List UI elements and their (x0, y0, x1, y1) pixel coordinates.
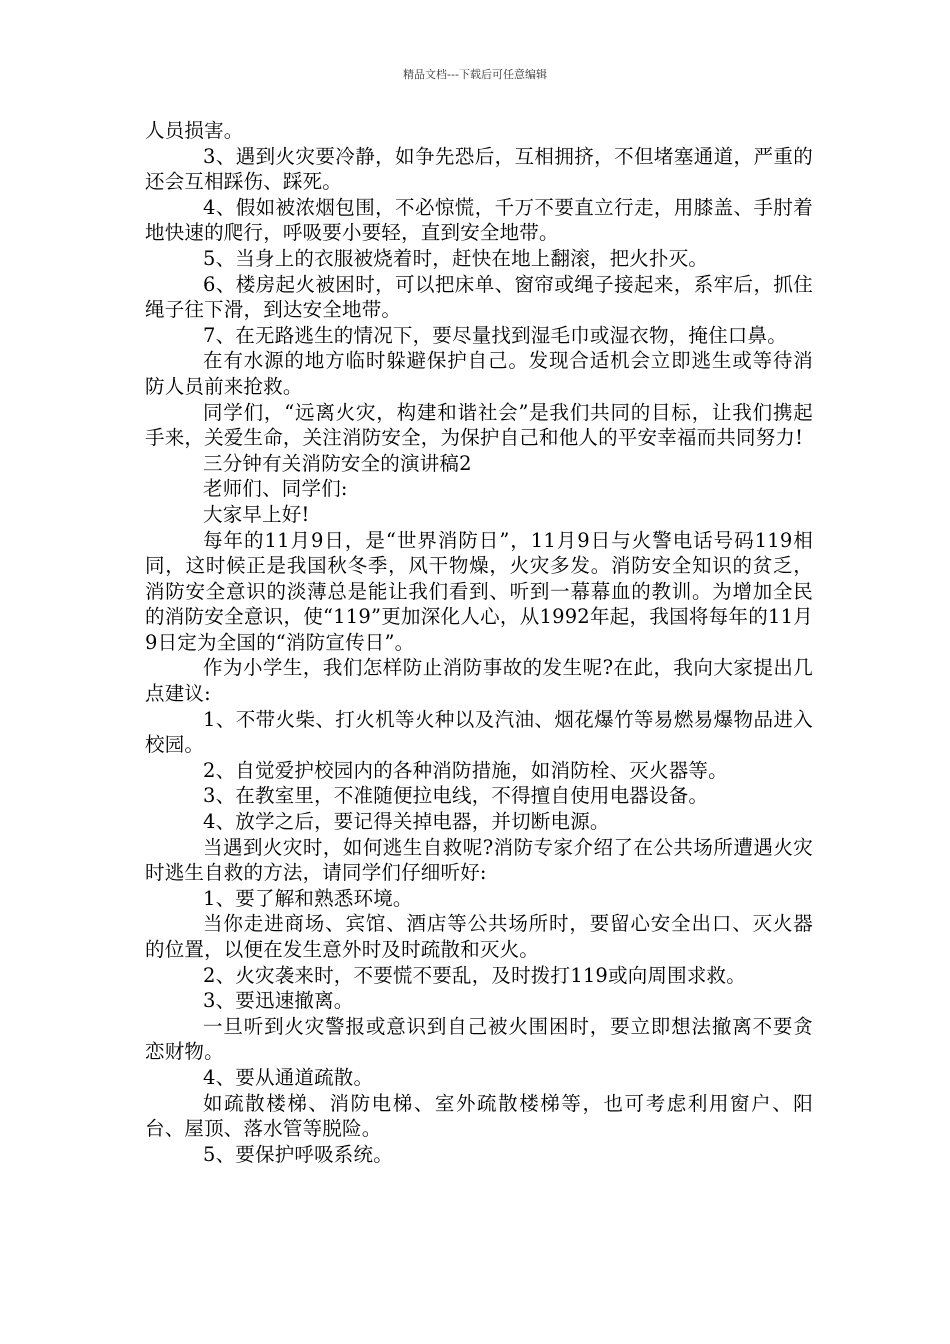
paragraph: 当你走进商场、宾馆、酒店等公共场所时，要留心安全出口、灭火器的位置，以便在发生意外时及时疏散和灭火。 (145, 912, 813, 961)
paragraph: 1、要了解和熟悉环境。 (203, 886, 413, 910)
paragraph: 3、要迅速撤离。 (203, 989, 354, 1013)
section-title: 三分钟有关消防安全的演讲稿2 (203, 451, 472, 475)
paragraph: 一旦听到火灾警报或意识到自己被火围困时，要立即想法撤离不要贪恋财物。 (145, 1014, 813, 1064)
paragraph: 6、楼房起火被困时，可以把床单、窗帘或绳子接起来，系牢后，抓住绳子往下滑，到达安全地带。 (145, 272, 813, 322)
page-header: 精品文档---下载后可任意编辑 (403, 68, 547, 81)
paragraph: 3、在教室里，不准随便拉电线，不得擅自使用电器设备。 (203, 784, 709, 808)
paragraph: 如疏散楼梯、消防电梯、室外疏散楼梯等，也可考虑利用窗户、阳台、屋顶、落水管等脱险。 (145, 1091, 813, 1141)
paragraph: 每年的11月9日，是“世界消防日”，11月9日与火警电话号码119相同，这时候正是我国秋冬季，风干物燥，火灾多发。消防安全知识的贫乏，消防安全意识的淡薄总是能让我们看到、听到一幕幕血的教训。为增加全民的消防安全意识，使“119”更加深化人心，从1992年起，我国将每年的11月9日定为全国的“消防宣传日”。 (145, 528, 813, 654)
document-body (145, 118, 813, 1167)
paragraph: 人员损害。 (145, 119, 244, 142)
paragraph: 3、遇到火灾要冷静，如争先恐后，互相拥挤，不但堵塞通道，严重的还会互相踩伤、踩死。 (145, 144, 813, 194)
salutation: 老师们、同学们: (203, 477, 348, 501)
paragraph: 2、自觉爱护校园内的各种消防措施，如消防栓、灭火器等。 (203, 758, 728, 782)
paragraph: 同学们，“远离火灾，构建和谐社会”是我们共同的目标，让我们携起手来，关爱生命，关注消防安全，为保护自己和他人的平安幸福而共同努力! (145, 400, 813, 450)
paragraph: 5、要保护呼吸系统。 (203, 1142, 393, 1166)
paragraph: 4、要从通道疏散。 (203, 1065, 374, 1089)
paragraph: 4、假如被浓烟包围，不必惊慌，千万不要直立行走，用膝盖、手肘着地快速的爬行，呼吸要小要轻，直到安全地带。 (145, 195, 813, 245)
paragraph: 在有水源的地方临时躲避保护自己。发现合适机会立即逃生或等待消防人员前来抢救。 (145, 349, 813, 398)
paragraph: 5、当身上的衣服被烧着时，赶快在地上翻滚，把火扑灭。 (203, 246, 709, 270)
paragraph: 4、放学之后，要记得关掉电器，并切断电源。 (203, 810, 610, 834)
greeting: 大家早上好! (203, 502, 310, 526)
paragraph: 2、火灾袭来时，不要慌不要乱，及时拨打119或向周围求救。 (203, 963, 746, 987)
paragraph: 7、在无路逃生的情况下，要尽量找到湿毛巾或湿衣物，掩住口鼻。 (203, 323, 787, 347)
paragraph: 作为小学生，我们怎样防止消防事故的发生呢?在此，我向大家提出几点建议: (145, 656, 813, 706)
paragraph: 1、不带火柴、打火机等火种以及汽油、烟花爆竹等易燃易爆物品进入校园。 (145, 707, 813, 757)
paragraph: 当遇到火灾时，如何逃生自救呢?消防专家介绍了在公共场所遭遇火灾时逃生自救的方法，请同学们仔细听好: (145, 835, 813, 885)
